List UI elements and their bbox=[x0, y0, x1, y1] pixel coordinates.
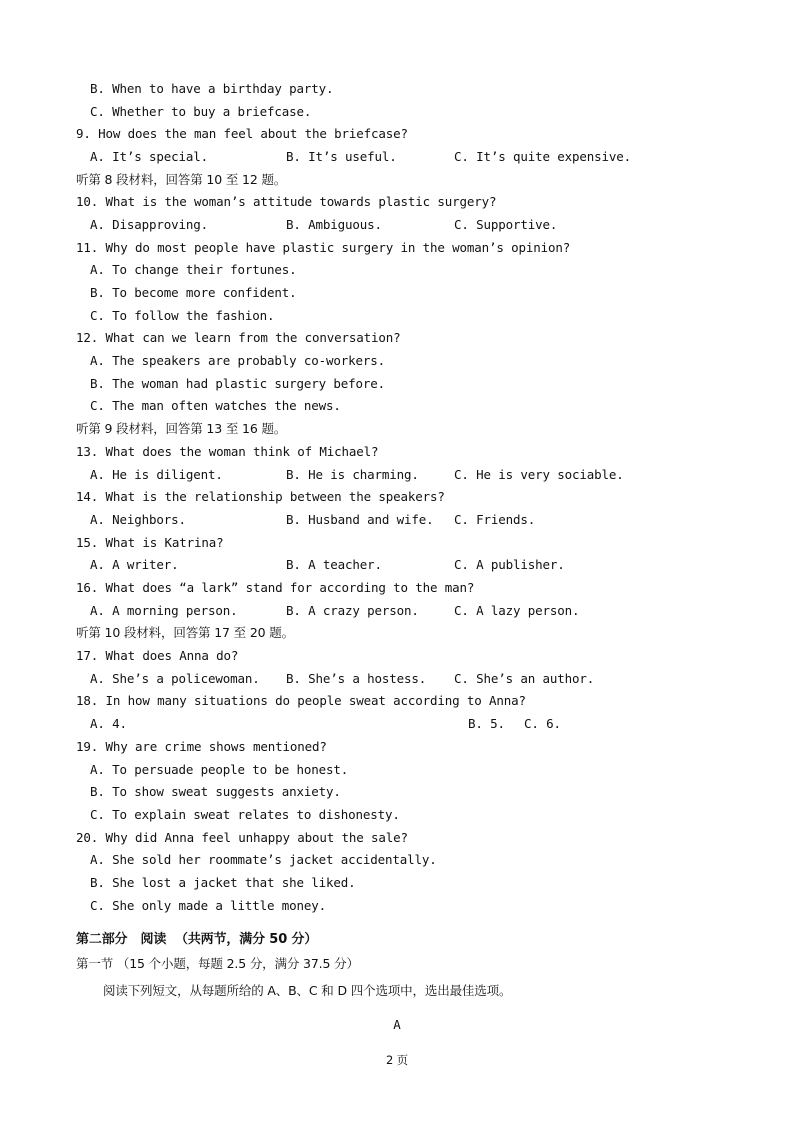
q13-option-b: B. He is charming. bbox=[286, 467, 419, 482]
q16-option-a: A. A morning person. bbox=[90, 603, 238, 618]
part-2-heading: 第二部分 阅读 （共两节，满分 50 分） bbox=[76, 932, 318, 947]
section-10-instruction: 听第 10 段材料，回答第 17 至 20 题。 bbox=[76, 625, 294, 640]
q17-option-c: C. She’s an author. bbox=[454, 671, 595, 686]
q14-option-c: C. Friends. bbox=[454, 512, 536, 527]
q10-stem: 10. What is the woman’s attitude towards plastic surgery? bbox=[76, 194, 497, 209]
q8-option-c: C. Whether to buy a briefcase. bbox=[90, 104, 312, 119]
q20-stem: 20. Why did Anna feel unhappy about the sale? bbox=[76, 830, 408, 845]
q18-stem: 18. In how many situations do people sweat according to Anna? bbox=[76, 693, 526, 708]
q12-option-c: C. The man often watches the news. bbox=[90, 398, 341, 413]
q17-option-b: B. She’s a hostess. bbox=[286, 671, 427, 686]
q14-stem: 14. What is the relationship between the speakers? bbox=[76, 489, 445, 504]
q15-option-b: B. A teacher. bbox=[286, 557, 382, 572]
q11-option-c: C. To follow the fashion. bbox=[90, 308, 275, 323]
section-9-instruction: 听第 9 段材料，回答第 13 至 16 题。 bbox=[76, 421, 287, 436]
q11-option-b: B. To become more confident. bbox=[90, 285, 297, 300]
q14-option-a: A. Neighbors. bbox=[90, 512, 186, 527]
q15-option-a: A. A writer. bbox=[90, 557, 179, 572]
q9-option-b: B. It’s useful. bbox=[286, 149, 397, 164]
q11-option-a: A. To change their fortunes. bbox=[90, 262, 297, 277]
part-2-section-1-heading: 第一节 （15 个小题，每题 2.5 分，满分 37.5 分） bbox=[76, 956, 359, 971]
q13-option-c: C. He is very sociable. bbox=[454, 467, 624, 482]
q13-stem: 13. What does the woman think of Michael? bbox=[76, 444, 379, 459]
q18-option-a: A. 4. bbox=[90, 716, 127, 731]
q9-option-a: A. It’s special. bbox=[90, 149, 209, 164]
q15-option-c: C. A publisher. bbox=[454, 557, 565, 572]
q17-option-a: A. She’s a policewoman. bbox=[90, 671, 260, 686]
q13-option-a: A. He is diligent. bbox=[90, 467, 223, 482]
q20-option-b: B. She lost a jacket that she liked. bbox=[90, 875, 356, 890]
q11-stem: 11. Why do most people have plastic surgery in the woman’s opinion? bbox=[76, 240, 571, 255]
q18-option-c: C. 6. bbox=[524, 716, 561, 731]
q20-option-c: C. She only made a little money. bbox=[90, 898, 327, 913]
q19-option-b: B. To show sweat suggests anxiety. bbox=[90, 784, 341, 799]
q9-option-c: C. It’s quite expensive. bbox=[454, 149, 632, 164]
section-8-instruction: 听第 8 段材料，回答第 10 至 12 题。 bbox=[76, 172, 287, 187]
q14-option-b: B. Husband and wife. bbox=[286, 512, 434, 527]
q10-option-a: A. Disapproving. bbox=[90, 217, 209, 232]
q19-option-c: C. To explain sweat relates to dishonesty. bbox=[90, 807, 400, 822]
q16-option-b: B. A crazy person. bbox=[286, 603, 419, 618]
q16-option-c: C. A lazy person. bbox=[454, 603, 580, 618]
q10-option-b: B. Ambiguous. bbox=[286, 217, 382, 232]
page-number: 2 页 bbox=[385, 1053, 409, 1067]
q12-option-a: A. The speakers are probably co-workers. bbox=[90, 353, 386, 368]
q18-option-b: B. 5. bbox=[468, 716, 505, 731]
q20-option-a: A. She sold her roommate’s jacket accidentally. bbox=[90, 852, 437, 867]
q17-stem: 17. What does Anna do? bbox=[76, 648, 239, 663]
q8-option-b: B. When to have a birthday party. bbox=[90, 81, 334, 96]
q15-stem: 15. What is Katrina? bbox=[76, 535, 224, 550]
q9-stem: 9. How does the man feel about the briefcase? bbox=[76, 126, 408, 141]
q16-stem: 16. What does “a lark” stand for according to the man? bbox=[76, 580, 475, 595]
q19-stem: 19. Why are crime shows mentioned? bbox=[76, 739, 327, 754]
q12-option-b: B. The woman had plastic surgery before. bbox=[90, 376, 386, 391]
passage-label: A bbox=[393, 1017, 401, 1032]
reading-instruction: 阅读下列短文，从每题所给的 A、B、C 和 D 四个选项中，选出最佳选项。 bbox=[103, 983, 512, 998]
q12-stem: 12. What can we learn from the conversation? bbox=[76, 330, 401, 345]
q19-option-a: A. To persuade people to be honest. bbox=[90, 762, 349, 777]
q10-option-c: C. Supportive. bbox=[454, 217, 558, 232]
